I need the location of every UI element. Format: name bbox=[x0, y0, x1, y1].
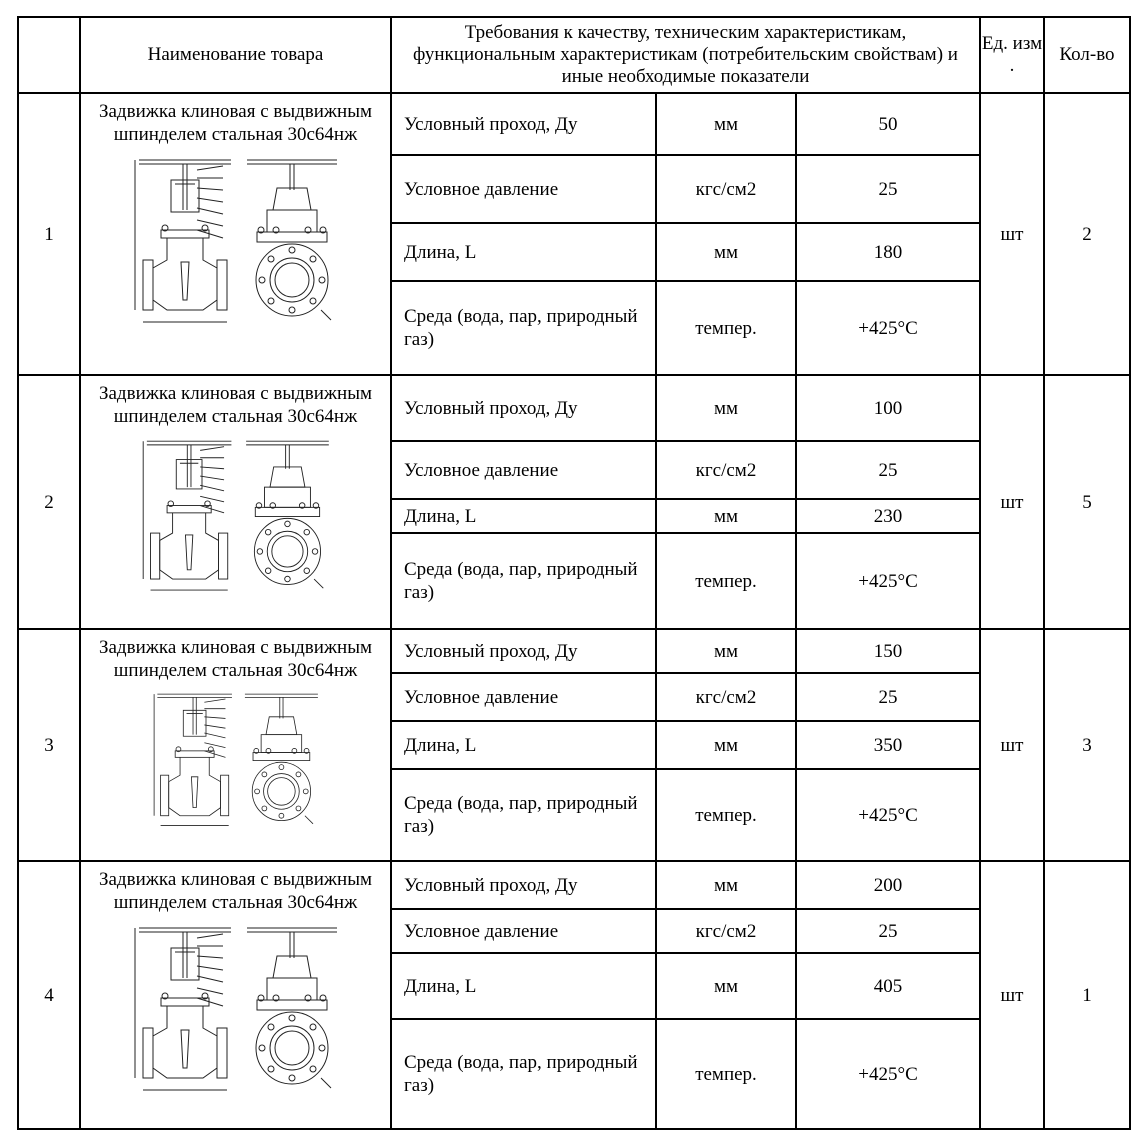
item-num: 3 bbox=[18, 629, 80, 861]
item-unit: шт bbox=[980, 861, 1044, 1129]
param-value: 25 bbox=[796, 673, 980, 721]
param-unit: темпер. bbox=[656, 533, 796, 629]
param-unit: темпер. bbox=[656, 769, 796, 861]
param-name: Условный проход, Ду bbox=[391, 629, 656, 673]
table-row bbox=[18, 861, 1130, 909]
valve-drawing-image bbox=[131, 432, 341, 602]
item-unit: шт bbox=[980, 629, 1044, 861]
param-name: Длина, L bbox=[391, 499, 656, 533]
param-name: Условный проход, Ду bbox=[391, 861, 656, 909]
param-name: Условное давление bbox=[391, 909, 656, 953]
param-unit: кгс/см2 bbox=[656, 909, 796, 953]
param-unit: мм bbox=[656, 93, 796, 155]
item-num: 1 bbox=[18, 93, 80, 375]
table-row bbox=[18, 629, 1130, 673]
item-qty: 1 bbox=[1044, 861, 1130, 1129]
param-value: 180 bbox=[796, 223, 980, 281]
param-name: Условный проход, Ду bbox=[391, 93, 656, 155]
product-cell bbox=[80, 93, 391, 375]
param-unit: темпер. bbox=[656, 281, 796, 375]
param-name: Среда (вода, пар, природный газ) bbox=[391, 533, 656, 629]
param-name: Среда (вода, пар, природный газ) bbox=[391, 769, 656, 861]
header-requirements: Требования к качеству, техническим характеристикам, функциональным характеристикам (потребительским свойствам) и иные необходимые показатели bbox=[391, 17, 980, 93]
param-value: 350 bbox=[796, 721, 980, 769]
param-unit: темпер. bbox=[656, 1019, 796, 1129]
item-unit: шт bbox=[980, 93, 1044, 375]
param-unit: мм bbox=[656, 629, 796, 673]
param-unit: мм bbox=[656, 861, 796, 909]
param-name: Условное давление bbox=[391, 155, 656, 223]
product-name: Задвижка клиновая с выдвижным шпинделем стальная 30с64нж bbox=[98, 869, 372, 913]
param-unit: кгс/см2 bbox=[656, 155, 796, 223]
item-num: 2 bbox=[18, 375, 80, 629]
param-value: +425°С bbox=[796, 769, 980, 861]
param-name: Длина, L bbox=[391, 953, 656, 1019]
valve-drawing-image bbox=[131, 918, 341, 1103]
param-unit: мм bbox=[656, 953, 796, 1019]
param-name: Условное давление bbox=[391, 441, 656, 499]
item-num: 4 bbox=[18, 861, 80, 1129]
param-name: Среда (вода, пар, природный газ) bbox=[391, 1019, 656, 1129]
table-row bbox=[18, 375, 1130, 441]
item-unit: шт bbox=[980, 375, 1044, 629]
product-name: Задвижка клиновая с выдвижным шпинделем стальная 30с64нж bbox=[98, 637, 372, 681]
param-unit: мм bbox=[656, 721, 796, 769]
header-name: Наименование товара bbox=[80, 17, 391, 93]
param-unit: мм bbox=[656, 223, 796, 281]
param-unit: мм bbox=[656, 375, 796, 441]
product-cell bbox=[80, 629, 391, 861]
header-qty: Кол-во bbox=[1044, 17, 1130, 93]
param-value: +425°С bbox=[796, 1019, 980, 1129]
header-unit: Ед. изм . bbox=[980, 17, 1044, 93]
param-value: 100 bbox=[796, 375, 980, 441]
param-name: Длина, L bbox=[391, 721, 656, 769]
param-value: 50 bbox=[796, 93, 980, 155]
param-name: Условный проход, Ду bbox=[391, 375, 656, 441]
table-row bbox=[18, 93, 1130, 155]
product-cell bbox=[80, 375, 391, 629]
param-value: +425°С bbox=[796, 533, 980, 629]
param-unit: кгс/см2 bbox=[656, 673, 796, 721]
product-name: Задвижка клиновая с выдвижным шпинделем стальная 30с64нж bbox=[98, 101, 372, 145]
item-qty: 3 bbox=[1044, 629, 1130, 861]
param-value: 25 bbox=[796, 155, 980, 223]
header-row bbox=[18, 17, 1130, 93]
param-name: Длина, L bbox=[391, 223, 656, 281]
param-value: 405 bbox=[796, 953, 980, 1019]
param-value: 25 bbox=[796, 441, 980, 499]
header-num bbox=[18, 17, 80, 93]
specification-table bbox=[17, 16, 1131, 1130]
product-cell bbox=[80, 861, 391, 1129]
valve-drawing-image bbox=[131, 150, 341, 335]
param-value: 25 bbox=[796, 909, 980, 953]
item-qty: 2 bbox=[1044, 93, 1130, 375]
param-unit: кгс/см2 bbox=[656, 441, 796, 499]
param-value: 230 bbox=[796, 499, 980, 533]
product-name: Задвижка клиновая с выдвижным шпинделем стальная 30с64нж bbox=[98, 383, 372, 427]
param-unit: мм bbox=[656, 499, 796, 533]
item-qty: 5 bbox=[1044, 375, 1130, 629]
param-value: 200 bbox=[796, 861, 980, 909]
valve-drawing-image bbox=[146, 686, 326, 836]
param-value: 150 bbox=[796, 629, 980, 673]
param-name: Среда (вода, пар, природный газ) bbox=[391, 281, 656, 375]
param-value: +425°С bbox=[796, 281, 980, 375]
param-name: Условное давление bbox=[391, 673, 656, 721]
